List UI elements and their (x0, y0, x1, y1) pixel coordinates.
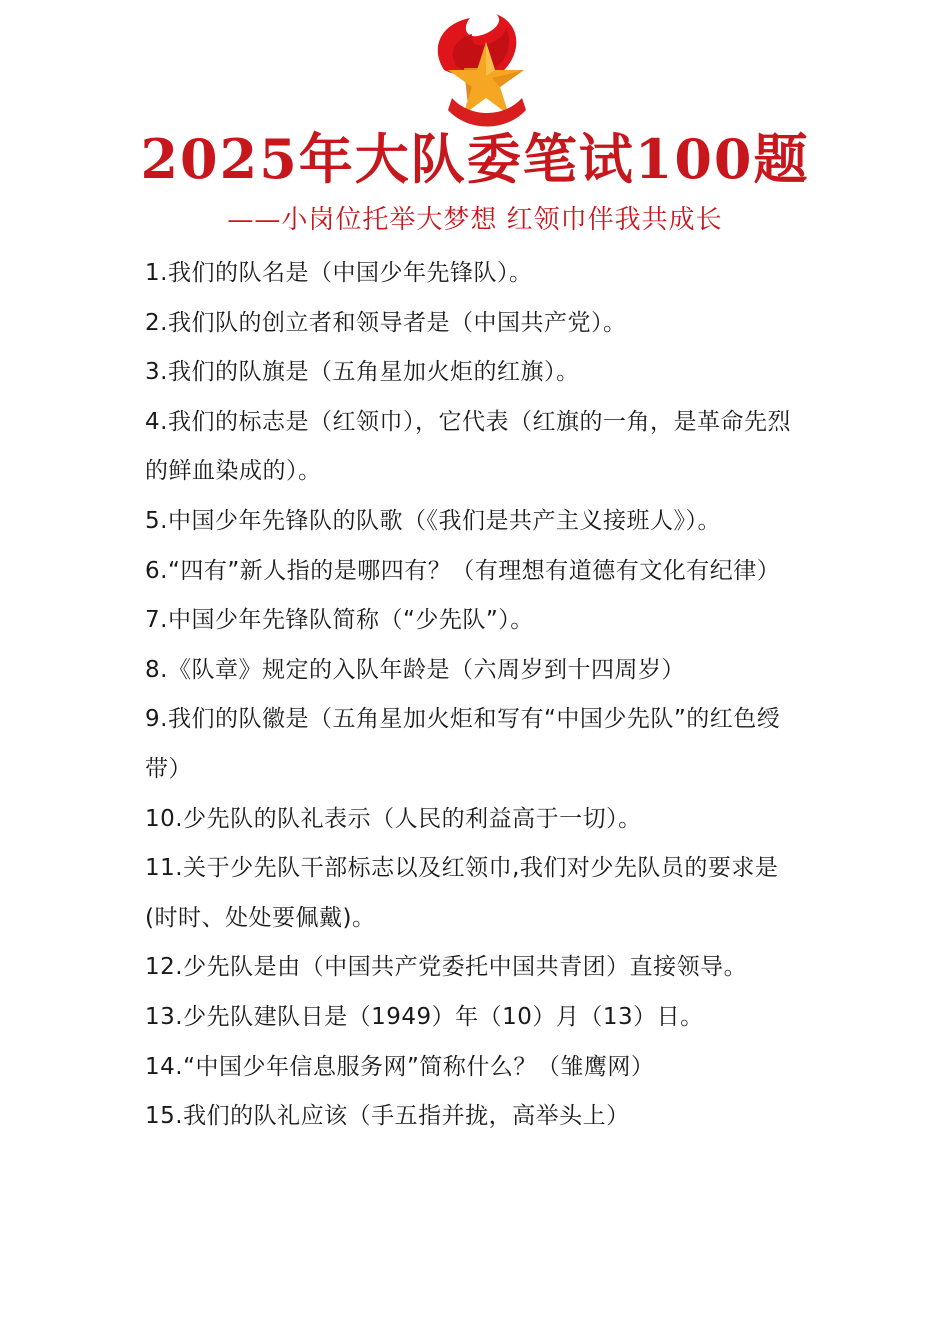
question-item: 4.我们的标志是（红领巾），它代表（红旗的一角，是革命先烈的鲜血染成的）。 (145, 408, 791, 485)
question-item: 13.少先队建队日是（1949）年（10）月（13）日。 (145, 1003, 704, 1030)
question-item: 11.关于少先队干部标志以及红领巾,我们对少先队员的要求是(时时、处处要佩戴)。 (145, 855, 779, 931)
question-item: 14.“中国少年信息服务网”简称什么？（雏鹰网） (145, 1053, 655, 1080)
page-subtitle: ——小岗位托举大梦想 红领巾伴我共成长 (227, 205, 723, 235)
question-item: 12.少先队是由（中国共产党委托中国共青团）直接领导。 (145, 954, 748, 981)
question-item: 3.我们的队旗是（五角星加火炬的红旗）。 (145, 359, 580, 386)
question-item: 6.“四有”新人指的是哪四有？（有理想有道德有文化有纪律） (145, 557, 781, 584)
question-list (145, 249, 810, 1142)
young-pioneers-emblem-icon (426, 14, 538, 134)
question-item: 10.少先队的队礼表示（人民的利益高于一切）。 (145, 805, 642, 832)
question-item: 5.中国少年先锋队的队歌（《我们是共产主义接班人》）。 (145, 507, 721, 534)
page-title: 2025年大队委笔试100题 (140, 127, 810, 191)
question-item: 9.我们的队徽是（五角星加火炬和写有“中国少先队”的红色绶带） (145, 706, 781, 782)
question-item: 2.我们队的创立者和领导者是（中国共产党）。 (145, 309, 627, 336)
emblem-graphic (426, 14, 538, 134)
question-item: 8.《队章》规定的入队年龄是（六周岁到十四周岁） (145, 656, 685, 683)
question-item: 1.我们的队名是（中国少年先锋队）。 (145, 260, 533, 286)
question-item: 15.我们的队礼应该（手五指并拢，高举头上） (145, 1103, 630, 1130)
question-item: 7.中国少年先锋队简称（“少先队”）。 (145, 607, 534, 634)
